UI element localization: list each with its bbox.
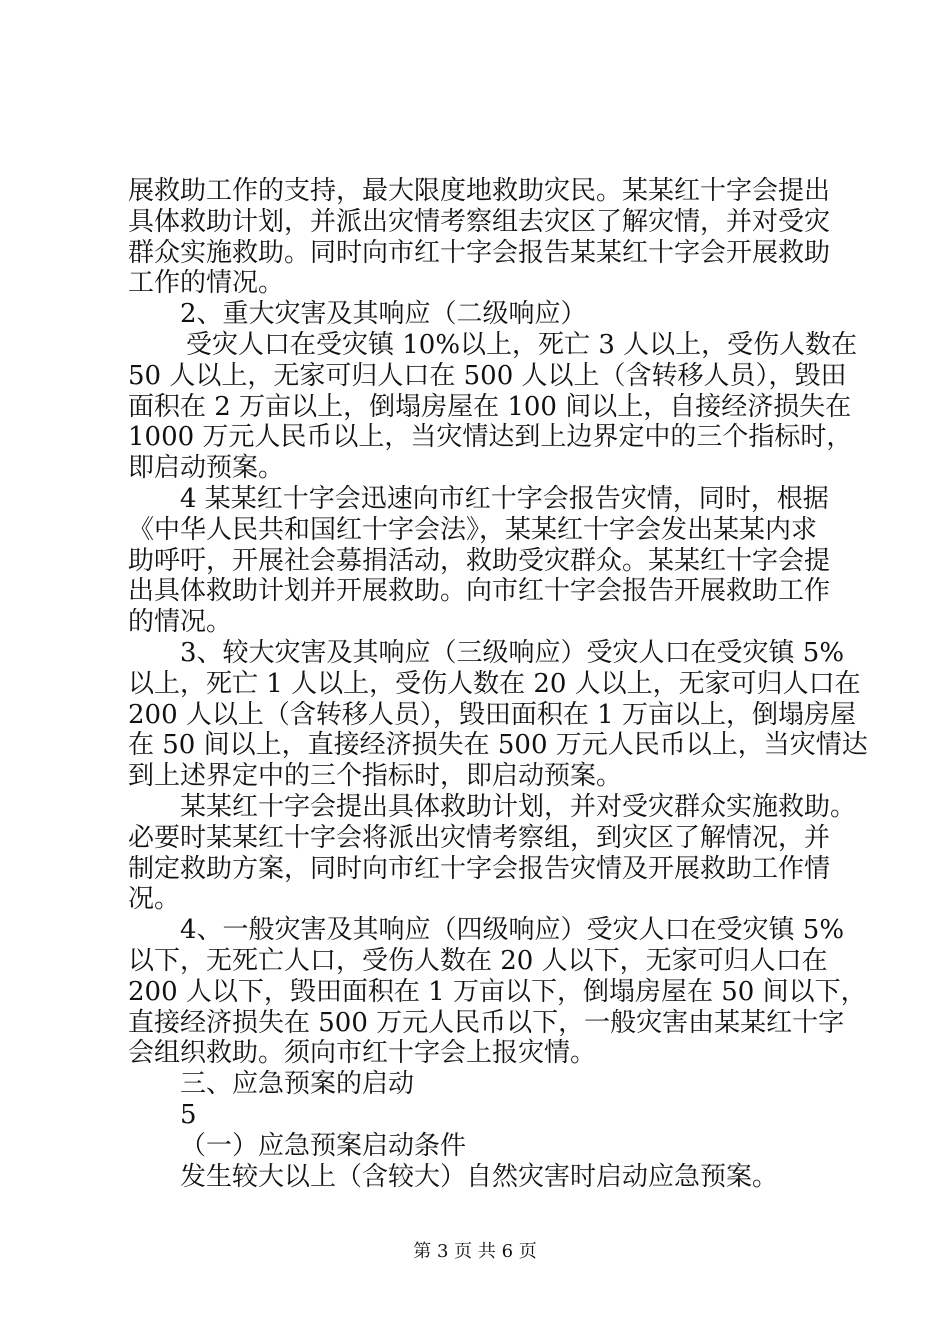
text-line: 出具体救助计划并开展救助。向市红十字会报告开展救助工作 xyxy=(128,576,831,607)
text-line: 50 人以上，无家可归人口在 500 人以上（含转移人员），毁田 xyxy=(128,360,847,391)
text-line: 工作的情况。 xyxy=(128,268,285,299)
text-line: 200 人以上（含转移人员），毁田面积在 1 万亩以上，倒塌房屋 xyxy=(128,699,856,730)
text-line: 直接经济损失在 500 万元人民币以下，一般灾害由某某红十字 xyxy=(128,1007,845,1038)
text-line: 的情况。 xyxy=(128,607,233,638)
text-line: 会组织救助。须向市红十字会上报灾情。 xyxy=(128,1038,597,1069)
section-heading: 4、一般灾害及其响应（四级响应）受灾人口在受灾镇 5% xyxy=(180,915,845,946)
text-line: 4 某某红十字会迅速向市红十字会报告灾情，同时，根据 xyxy=(180,483,829,514)
text-line: 发生较大以上（含较大）自然灾害时启动应急预案。 xyxy=(180,1161,779,1192)
text-line: 《中华人民共和国红十字会法》，某某红十字会发出某某内求 xyxy=(128,514,818,545)
text-line: 群众实施救助。同时向市红十字会报告某某红十字会开展救助 xyxy=(128,237,831,268)
text-line: 200 人以下，毁田面积在 1 万亩以下，倒塌房屋在 50 间以下， xyxy=(128,976,867,1007)
section-heading: 三、应急预案的启动 xyxy=(180,1069,415,1100)
page-indicator: 第 3 页 共 6 页 xyxy=(413,1241,537,1262)
text-line: 必要时某某红十字会将派出灾情考察组，到灾区了解情况，并 xyxy=(128,822,831,853)
subsection-heading: （一）应急预案启动条件 xyxy=(180,1130,467,1161)
document-body xyxy=(128,176,868,1192)
text-line: 以上，死亡 1 人以上，受伤人数在 20 人以上，无家可归人口在 xyxy=(128,668,861,699)
text-line: 况。 xyxy=(128,884,181,915)
text-line: 面积在 2 万亩以上，倒塌房屋在 100 间以上，自接经济损失在 xyxy=(128,391,852,422)
text-line: 即启动预案。 xyxy=(128,453,285,484)
page-footer xyxy=(0,1240,950,1264)
text-line: 助呼吁，开展社会募捐活动，救助受灾群众。某某红十字会提 xyxy=(128,545,831,576)
text-line: 具体救助计划，并派出灾情考察组去灾区了解灾情，并对受灾 xyxy=(128,206,831,237)
text-line: 到上述界定中的三个指标时，即启动预案。 xyxy=(128,761,623,792)
text-line: 以下，无死亡人口，受伤人数在 20 人以下，无家可归人口在 xyxy=(128,945,828,976)
section-heading: 3、较大灾害及其响应（三级响应）受灾人口在受灾镇 5% xyxy=(180,637,845,668)
section-heading: 2、重大灾害及其响应（二级响应） xyxy=(180,299,587,330)
text-line: 制定救助方案，同时向市红十字会报告灾情及开展救助工作情 xyxy=(128,853,831,884)
text-line: 展救助工作的支持，最大限度地救助灾民。某某红十字会提出 xyxy=(128,176,831,206)
text-line: 某某红十字会提出具体救助计划，并对受灾群众实施救助。 xyxy=(180,791,857,822)
text-line: 受灾人口在受灾镇 10%以上，死亡 3 人以上，受伤人数在 xyxy=(186,329,858,360)
page-number-text: 5 xyxy=(180,1099,197,1130)
text-line: 在 50 间以上，直接经济损失在 500 万元人民币以上，当灾情达 xyxy=(128,730,868,761)
text-line: 1000 万元人民币以上，当灾情达到上边界定中的三个指标时， xyxy=(128,422,853,453)
